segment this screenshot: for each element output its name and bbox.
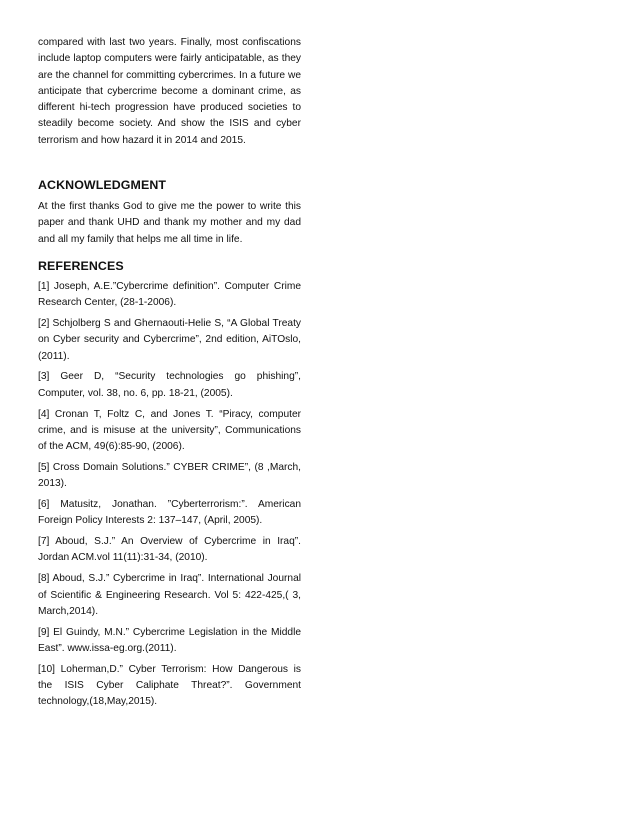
reference-item: [10] Loherman,D.” Cyber Terrorism: How Dangerous is the ISIS Cyber Caliphate Threat?”. Government technology,(18,May,2015). bbox=[38, 663, 301, 708]
reference-list bbox=[38, 279, 301, 711]
reference-item: [6] Matusitz, Jonathan. ”Cyberterrorism:”. American Foreign Policy Interests 2: 137–147, (April, 2005). bbox=[38, 499, 301, 527]
reference-item: [8] Aboud, S.J.” Cybercrime in Iraq”. International Journal of Scientific & Engineering Research. Vol 5: 422-425,( 3, March,2014). bbox=[38, 573, 301, 617]
intro-paragraph: compared with last two years. Finally, most confiscations include laptop computers were fairly anticipatable, as they are the channel for committing cybercrimes. In a future we anticipate that cybercrime become a dominant crime, as different hi-tech progression have produced societies to steadily become society. And show the ISIS and cyber terrorism and how hazard it in 2014 and 2015. bbox=[38, 37, 301, 146]
text-column bbox=[38, 35, 301, 715]
reference-item: [9] El Guindy, M.N.” Cybercrime Legislation in the Middle East”. www.issa-eg.org.(2011). bbox=[38, 626, 301, 654]
reference-item: [4] Cronan T, Foltz C, and Jones T. “Piracy, computer crime, and is misuse at the university”, Communications of the ACM, 49(6):85-90, (2006). bbox=[38, 408, 301, 453]
reference-item: [5] Cross Domain Solutions.” CYBER CRIME”, (8 ,March, 2013). bbox=[38, 461, 301, 490]
reference-item: [1] Joseph, A.E.”Cybercrime definition”. Computer Crime Research Center, (28-1-2006). bbox=[38, 280, 301, 309]
reference-item: [7] Aboud, S.J.” An Overview of Cybercrime in Iraq”. Jordan ACM.vol 11(11):31-34, (2010). bbox=[38, 536, 301, 564]
acknowledgment-heading: ACKNOWLEDGMENT bbox=[38, 178, 167, 193]
reference-item: [3] Geer D, “Security technologies go phishing”, Computer, vol. 38, no. 6, pp. 18-21, (2005). bbox=[38, 371, 301, 399]
acknowledgment-paragraph: At the first thanks God to give me the power to write this paper and thank UHD and thank my mother and my dad and all my family that helps me all time in life. bbox=[38, 201, 301, 245]
references-heading: REFERENCES bbox=[38, 258, 124, 273]
reference-item: [2] Schjolberg S and Ghernaouti-Helie S, “A Global Treaty on Cyber security and Cybercrime”, 2nd edition, AiTOslo, (2011). bbox=[38, 318, 301, 362]
